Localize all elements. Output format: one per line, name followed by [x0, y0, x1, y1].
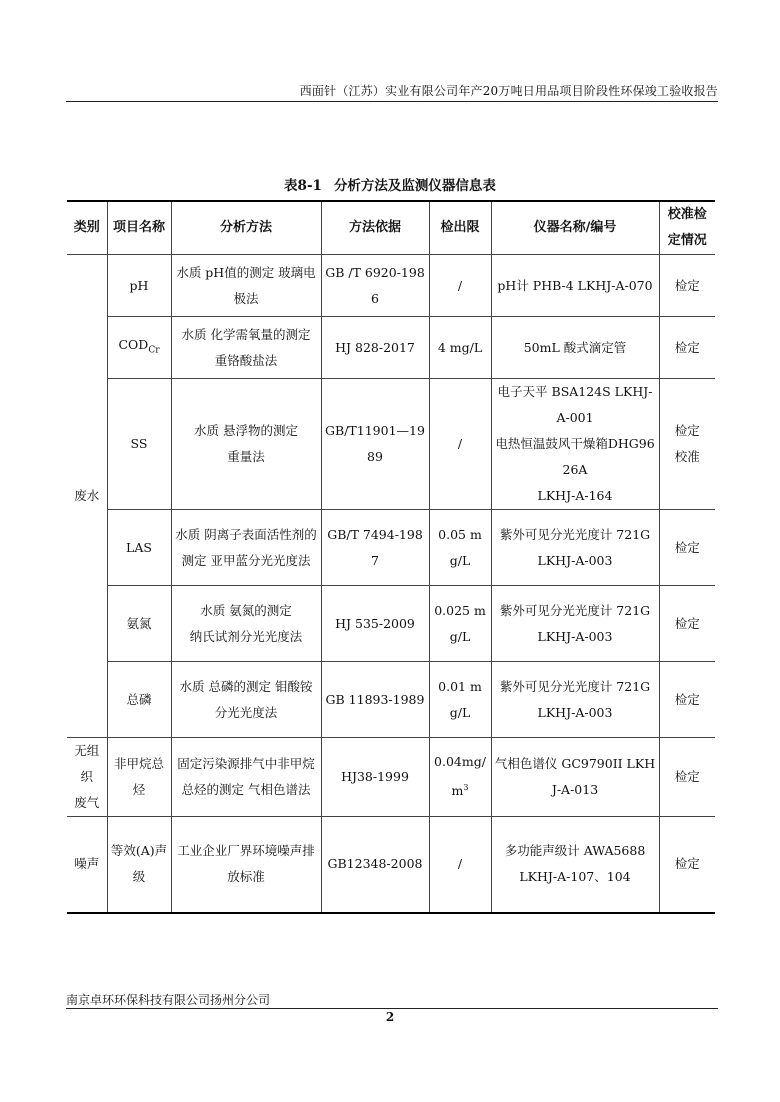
calibration-cell [659, 379, 715, 510]
item-name-cell [107, 586, 171, 662]
analysis-method-cell [171, 586, 321, 662]
detection-limit: 0.05 mg/L [438, 526, 482, 568]
table-header-row [67, 201, 715, 255]
item-name-cell [107, 662, 171, 738]
table-caption [0, 174, 780, 194]
item-name: LAS [126, 539, 152, 555]
table-row [67, 255, 715, 317]
column-header: 校准检定情况 [659, 201, 715, 255]
header-rule [66, 101, 718, 102]
analysis-method-line: 水质 悬浮物的测定 [194, 423, 298, 438]
instrument-line: 紫外可见分光光度计 721G [499, 678, 651, 694]
analysis-method-cell: 水质 总磷的测定 钼酸铵分光光度法 [171, 662, 321, 738]
footer-rule [66, 1008, 718, 1009]
item-name-cell [107, 817, 171, 913]
item-name: 总磷 [126, 691, 152, 707]
running-header: 西面针（江苏）实业有限公司年产20万吨日用品项目阶段性环保竣工验收报告 [299, 84, 718, 98]
item-name-cell [107, 379, 171, 510]
category-cell [67, 738, 107, 817]
calibration-status: 检定 [674, 691, 700, 707]
calibration-cell [659, 738, 715, 817]
calibration-cell [659, 662, 715, 738]
method-basis-cell: GB/T 7494-1987 [321, 510, 429, 586]
analysis-method-cell: 水质 化学需氧量的测定 重铬酸盐法 [171, 317, 321, 379]
item-name: 非甲烷总烃 [113, 756, 164, 797]
method-basis-cell: HJ 828-2017 [321, 317, 429, 379]
detection-limit-cell [429, 662, 491, 738]
method-basis-cell: GB 11893-1989 [321, 662, 429, 738]
table-row [67, 510, 715, 586]
analysis-methods-table [67, 200, 715, 914]
instrument-cell [491, 255, 659, 317]
table-body [67, 255, 715, 913]
detection-limit: / [457, 856, 463, 872]
method-basis-cell: HJ 535-2009 [321, 586, 429, 662]
analysis-method-line: 重量法 [227, 449, 265, 464]
item-name-cell [107, 255, 171, 317]
instrument-line: LKHJ-A-107、104 [519, 869, 631, 885]
calibration-status: 检定 [674, 277, 700, 293]
instrument-line: 50mL 酸式滴定管 [523, 339, 627, 355]
calibration-status: 检定 [674, 423, 700, 438]
method-basis-cell: GB12348-2008 [321, 817, 429, 913]
instrument-line: 电子天平 BSA124S LKHJ-A-001 [497, 384, 653, 425]
table-number: 表8-1 [284, 178, 322, 194]
column-header: 分析方法 [171, 201, 321, 255]
column-header: 类别 [67, 201, 107, 255]
calibration-status: 检定 [674, 856, 700, 872]
item-name-cell [107, 317, 171, 379]
instrument-cell [491, 317, 659, 379]
item-name: COD [118, 336, 149, 352]
instrument-cell [491, 662, 659, 738]
instrument-line: LKHJ-A-003 [537, 628, 613, 644]
instrument-cell [491, 510, 659, 586]
category-cell: 废水 [67, 255, 107, 738]
item-name: pH [129, 277, 149, 293]
detection-limit-cell [429, 255, 491, 317]
table-row [67, 738, 715, 817]
table-row [67, 817, 715, 913]
method-basis-cell: GB /T 6920-1986 [321, 255, 429, 317]
column-header: 仪器名称/编号 [491, 201, 659, 255]
detection-limit: 0.025 mg/L [434, 602, 486, 644]
analysis-method-cell [171, 379, 321, 510]
analysis-method-cell: 水质 pH值的测定 玻璃电极法 [171, 255, 321, 317]
detection-limit-cell [429, 738, 491, 817]
column-header: 项目名称 [107, 201, 171, 255]
item-subscript: Cr [148, 345, 160, 356]
calibration-cell [659, 817, 715, 913]
instrument-line: pH计 PHB-4 LKHJ-A-070 [497, 277, 653, 293]
detection-limit-cell [429, 586, 491, 662]
table-row [67, 379, 715, 510]
instrument-line: 多功能声级计 AWA5688 [504, 843, 646, 859]
method-basis-cell: GB/T11901—1989 [321, 379, 429, 510]
item-name-cell [107, 738, 171, 817]
analysis-method-line: 水质 氨氮的测定 [200, 602, 292, 618]
item-name: 氨氮 [126, 615, 152, 631]
detection-limit: 0.04mg/m [434, 754, 486, 799]
item-name: SS [130, 436, 148, 451]
category-label: 废气 [74, 795, 100, 810]
analysis-method-cell: 固定污染源排气中非甲烷总烃的测定 气相色谱法 [171, 738, 321, 817]
detection-limit: / [457, 277, 463, 293]
detection-limit: 4 mg/L [437, 339, 483, 355]
analysis-method-cell: 工业企业厂界环境噪声排放标准 [171, 817, 321, 913]
item-name: 等效(A)声级 [110, 843, 168, 885]
calibration-status: 检定 [674, 339, 700, 355]
detection-limit-cell [429, 510, 491, 586]
analysis-method-line: 纳氏试剂分光光度法 [189, 628, 303, 644]
calibration-cell [659, 255, 715, 317]
instrument-line: 紫外可见分光光度计 721G [499, 526, 651, 542]
instrument-cell [491, 586, 659, 662]
category-label: 无组织 [74, 743, 100, 784]
instrument-line: 气相色谱仪 GC9790II LKHJ-A-013 [494, 756, 656, 797]
instrument-cell [491, 817, 659, 913]
page-number: 2 [385, 1010, 395, 1024]
calibration-status: 校准 [674, 449, 700, 464]
table-title: 分析方法及监测仪器信息表 [333, 178, 496, 194]
calibration-cell [659, 510, 715, 586]
calibration-status: 检定 [674, 615, 700, 631]
detection-limit: 0.01 mg/L [438, 678, 482, 720]
table-row [67, 662, 715, 738]
analysis-method-cell: 水质 阴离子表面活性剂的测定 亚甲蓝分光光度法 [171, 510, 321, 586]
instrument-line: 紫外可见分光光度计 721G [499, 602, 651, 618]
detection-limit: / [457, 436, 463, 451]
instrument-line: LKHJ-A-164 [537, 488, 613, 503]
calibration-status: 检定 [674, 769, 700, 784]
instrument-line: LKHJ-A-003 [537, 704, 613, 720]
table-row [67, 317, 715, 379]
item-name-cell [107, 510, 171, 586]
category-cell: 噪声 [67, 817, 107, 913]
instrument-line: LKHJ-A-003 [537, 552, 613, 568]
table-row [67, 586, 715, 662]
detection-limit-cell [429, 379, 491, 510]
detection-limit-cell [429, 817, 491, 913]
instrument-cell [491, 738, 659, 817]
column-header: 检出限 [429, 201, 491, 255]
detection-limit-superscript: 3 [463, 783, 469, 793]
detection-limit-cell [429, 317, 491, 379]
instrument-cell [491, 379, 659, 510]
column-header: 方法依据 [321, 201, 429, 255]
method-basis-cell: HJ38-1999 [321, 738, 429, 817]
calibration-cell [659, 317, 715, 379]
calibration-status: 检定 [674, 539, 700, 555]
instrument-line: 电热恒温鼓风干燥箱DHG9626A [495, 436, 655, 477]
calibration-cell [659, 586, 715, 662]
footer-company: 南京卓环环保科技有限公司扬州分公司 [66, 993, 271, 1007]
